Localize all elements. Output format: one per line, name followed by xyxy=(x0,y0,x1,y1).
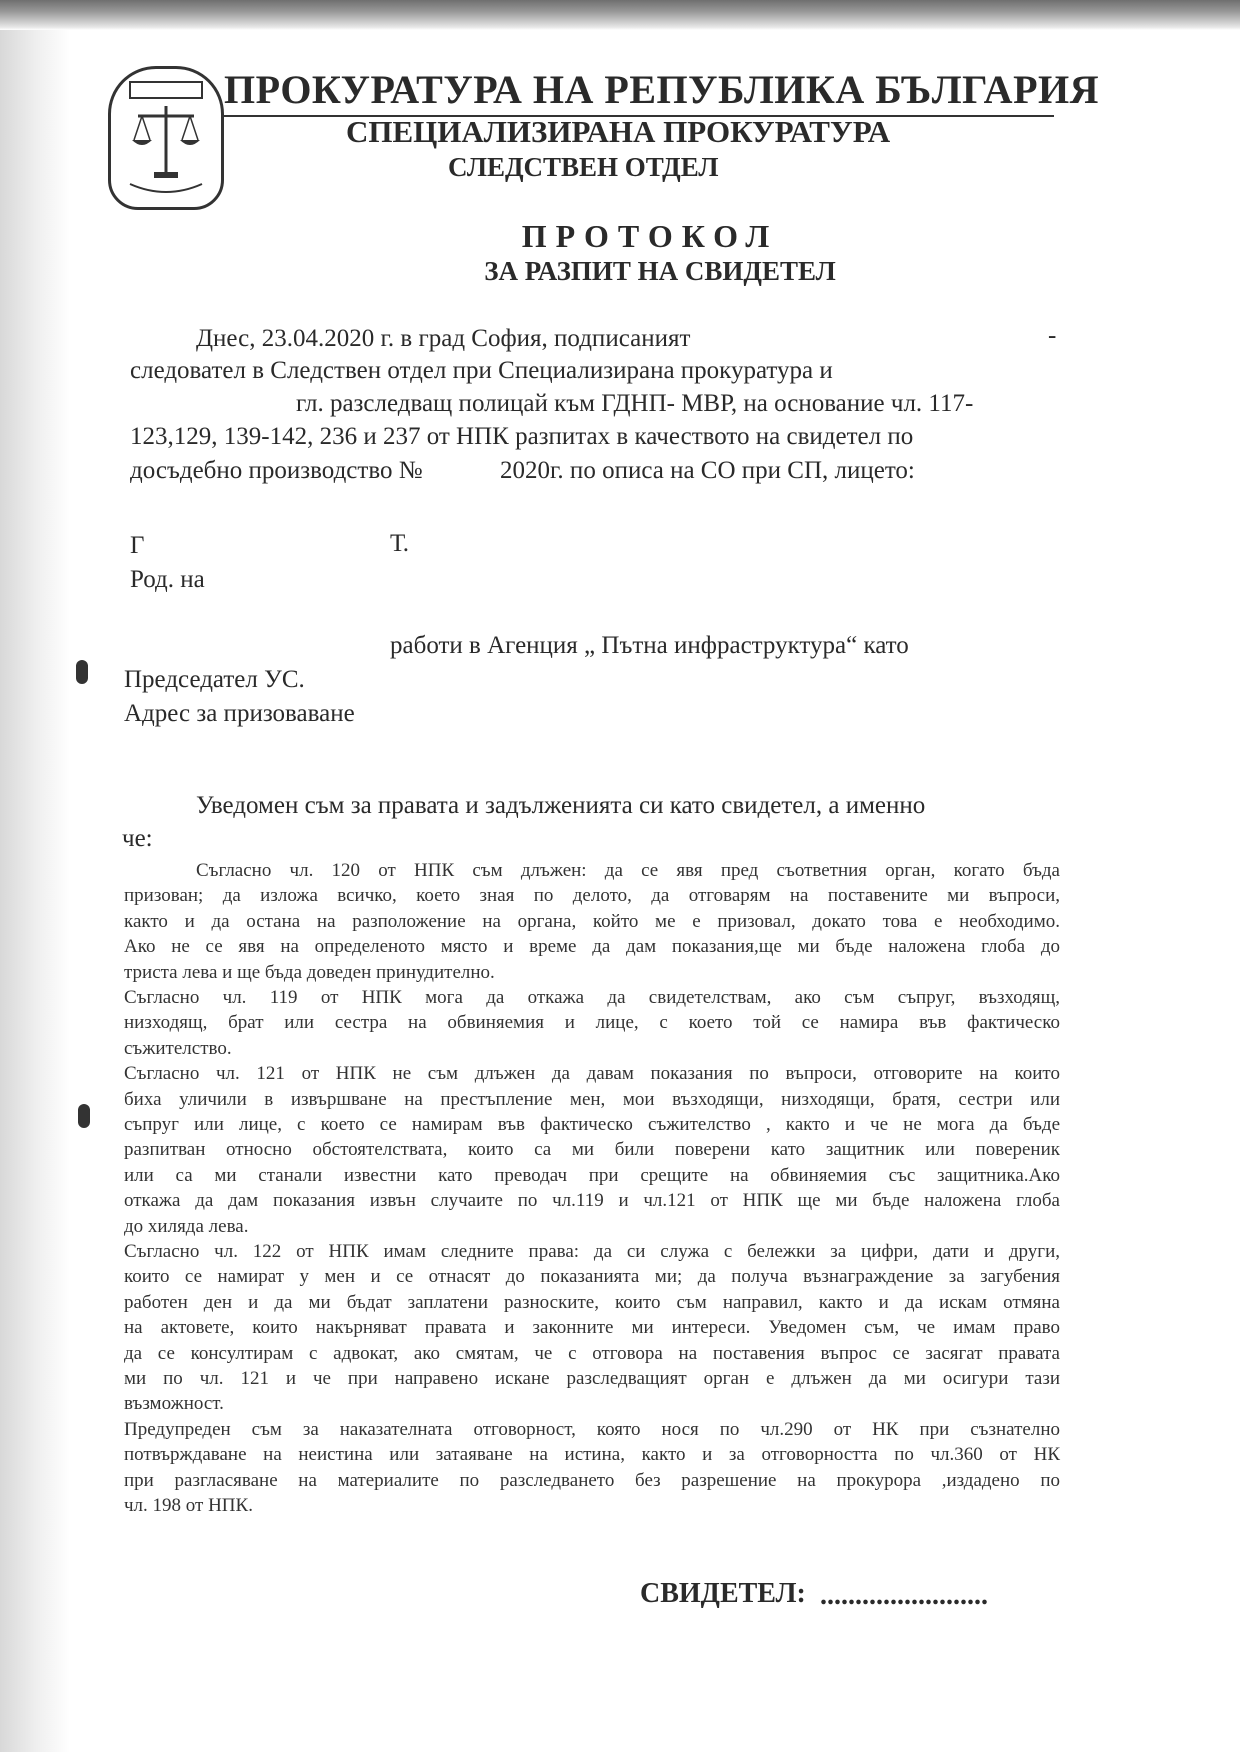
rights-line: на актовете, които накърняват правата и законните ми интереси. Уведомен съм, че имам право xyxy=(124,1317,1060,1339)
rights-line: Съгласно чл. 122 от НПК имам следните права: да си служа с бележки за цифри, дати и други, xyxy=(124,1241,1060,1262)
notice-line: че: xyxy=(122,825,153,852)
punch-hole xyxy=(76,660,88,684)
rights-line: Съгласно чл. 121 от НПК не съм длъжен да давам показания по въпроси, отговорите на които xyxy=(124,1063,1060,1085)
redaction-mark: - xyxy=(1048,322,1057,349)
rights-line: биха уличили в извършване на престъпление мен, мои възходящи, низходящи, братя, сестри или xyxy=(124,1088,1060,1110)
rights-line: или са ми станали известни като преводач при срещите на обвиняемия със защитника.Ако xyxy=(124,1164,1060,1186)
signature-label: СВИДЕТЕЛ: xyxy=(640,1578,806,1609)
intro-line: досъдебно производство № xyxy=(130,457,423,484)
rights-line: които се намират у мен и се отнасят до показанията ми; да получа възнаграждение за загубения xyxy=(124,1266,1060,1288)
rights-line: чл. 198 от НПК. xyxy=(124,1495,253,1516)
witness-birth: Род. на xyxy=(130,566,205,593)
rights-line: ми по чл. 121 и че при направено искане разследващият орган е длъжен да ми осигури тази xyxy=(124,1368,1060,1389)
rights-line: потвърждаване на неистина или затаяване на истина, както и за отговорността по чл.360 от НК xyxy=(124,1444,1060,1466)
rights-line: откажа да дам показания извън случаите по чл.119 и чл.121 от НПК ще ми бъде наложена глоба xyxy=(124,1190,1060,1212)
rights-line: призован; да изложа всичко, което зная по делото, да отговарям на поставените ми въпроси, xyxy=(124,885,1060,907)
punch-hole xyxy=(78,1104,90,1128)
rights-line: да се консултирам с адвокат, ако смятам, че с отговора на поставения въпрос се засягат правата xyxy=(124,1342,1060,1364)
header-unit: СЛЕДСТВЕН ОТДЕЛ xyxy=(448,152,719,182)
intro-line: Днес, 23.04.2020 г. в град София, подписаният xyxy=(196,325,691,352)
witness-position: Председател УС. xyxy=(124,666,305,693)
witness-surname-initial: Т. xyxy=(390,530,410,557)
scales-of-justice-icon xyxy=(116,76,216,200)
intro-line: 2020г. по описа на СО при СП, лицето: xyxy=(500,457,915,484)
rights-line: работен ден и да ми бъдат заплатени разноските, които съм направил, както и да искам отмяна xyxy=(124,1291,1060,1313)
rights-line: Съгласно чл. 120 от НПК съм длъжен: да се явя пред съответния орган, когато бъда xyxy=(196,860,1060,881)
rights-line: разпитван относно обстоятелствата, които са ми били поверени като защитник или повереник xyxy=(124,1139,1060,1161)
intro-line: следовател в Следствен отдел при Специализирана прокуратура и xyxy=(130,357,833,384)
witness-address: Адрес за призоваване xyxy=(124,700,355,727)
document-subtitle: ЗА РАЗПИТ НА СВИДЕТЕЛ xyxy=(484,256,836,286)
rights-line: низходящ, брат или сестра на обвиняемия и лице, с което той се намира във фактическо xyxy=(124,1012,1060,1034)
witness-name-initial: Г xyxy=(130,532,145,559)
witness-employment: работи в Агенция „ Пътна инфраструктура“ като xyxy=(390,632,909,659)
scan-top-shadow xyxy=(0,0,1240,30)
rights-line: съжителство. xyxy=(124,1037,232,1059)
rights-line: възможност. xyxy=(124,1393,224,1415)
rights-line: Ако не се явя на определеното място и време да дам показания,ще ми бъде наложена глоба до xyxy=(124,936,1060,958)
notice-line: Уведомен съм за правата и задълженията си като свидетел, а именно xyxy=(196,792,926,819)
rights-line: както и да остана на разположение на органа, който ме е призовал, докато това е необходимо. xyxy=(124,910,1060,932)
rights-line: Съгласно чл. 119 от НПК мога да откажа да свидетелствам, ако съм съпруг, възходящ, xyxy=(124,987,1060,1008)
rights-line: до хиляда лева. xyxy=(124,1215,249,1237)
rights-line: Предупреден съм за наказателната отговорност, която нося по чл.290 от НК при съзнателно xyxy=(124,1418,1060,1440)
intro-line: 123,129, 139-142, 236 и 237 от НПК разпитах в качеството на свидетел по xyxy=(130,423,914,450)
header-institution: ПРОКУРАТУРА НА РЕПУБЛИКА БЪЛГАРИЯ xyxy=(224,66,1054,117)
intro-line: гл. разследващ полицай към ГДНП- МВР, на основание чл. 117- xyxy=(296,390,974,417)
prosecutor-seal-logo xyxy=(108,66,224,210)
rights-line: триста лева и ще бъда доведен принудително. xyxy=(124,961,495,983)
document-title: ПРОТОКОЛ xyxy=(521,218,779,254)
rights-line: съпруг или лице, с което се намирам във фактическо съжителство , както и че не мога да бъде xyxy=(124,1114,1060,1135)
header-department: СПЕЦИАЛИЗИРАНА ПРОКУРАТУРА xyxy=(346,114,891,149)
rights-line: при разгласяване на материалите по разследването без разрешение на прокурора ,издадено по xyxy=(124,1469,1060,1491)
signature-line: ........................ xyxy=(820,1580,988,1611)
